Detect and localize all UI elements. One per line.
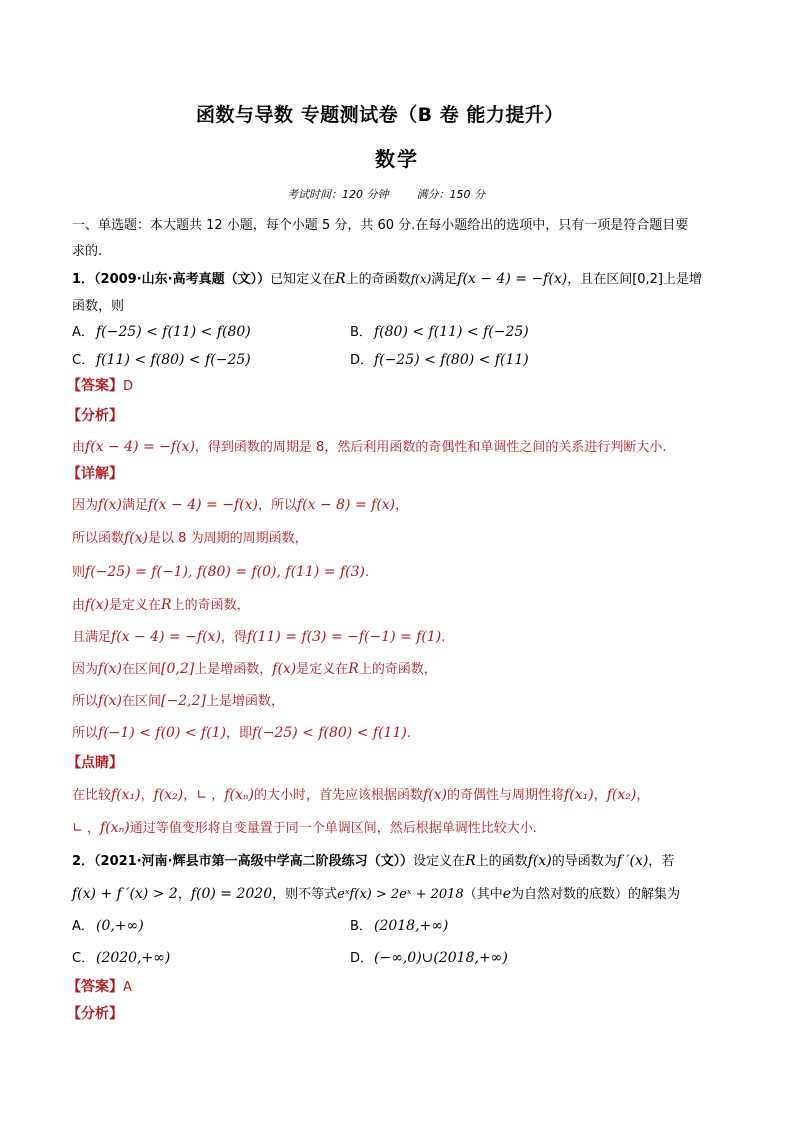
- math: f(x): [98, 661, 123, 677]
- option-text: f(−25) < f(80) < f(11): [374, 352, 529, 368]
- q1-text: 满足: [431, 272, 458, 287]
- text: 满足: [122, 498, 149, 513]
- option-label: B．: [350, 325, 372, 340]
- q1-option-c[interactable]: [72, 349, 251, 368]
- math: f(xₙ): [100, 820, 130, 836]
- answer-value: D: [123, 379, 134, 394]
- text: 所以: [72, 726, 99, 741]
- math: R: [161, 597, 172, 613]
- text: ，: [177, 887, 191, 902]
- text: .: [364, 565, 370, 580]
- text: 在区间: [122, 662, 162, 677]
- text: ，: [636, 788, 650, 803]
- text: 上是增函数，: [205, 694, 284, 709]
- q1-option-a[interactable]: [72, 321, 251, 340]
- q2-stem-line2: [72, 883, 680, 902]
- option-text: (2020,+∞): [96, 950, 171, 966]
- math: R: [465, 853, 476, 869]
- text: 且满足: [72, 630, 112, 645]
- q1-option-b[interactable]: [350, 321, 529, 340]
- q1-math: f(x − 4) = −f(x): [457, 271, 568, 287]
- page-title: 函数与导数 专题测试卷（B 卷 能力提升）: [196, 104, 564, 126]
- text: ，得到函数的周期是 8，然后利用函数的奇偶性和单调性之间的关系进行判断大小.: [194, 440, 667, 455]
- q2-stem-line1: [72, 850, 674, 869]
- answer-tag: 【答案】: [67, 378, 123, 394]
- q1-detail-line4: [72, 594, 250, 613]
- text: 上的奇函数，: [358, 662, 437, 677]
- q1-detail-line1: [72, 494, 408, 513]
- math: R: [348, 661, 359, 677]
- text: 上是增函数，: [194, 662, 273, 677]
- option-text: f(11) < f(80) < f(−25): [96, 352, 251, 368]
- text: 为自然对数的底数）的解集为: [511, 887, 681, 902]
- q2-analysis-tag: 【分析】: [67, 1006, 123, 1022]
- math: f(x): [272, 661, 297, 677]
- q1-point-line1: [72, 784, 649, 803]
- q1-detail-line8: [72, 722, 411, 741]
- math: f(x − 8) = f(x): [296, 497, 396, 513]
- exam-score: 满分：150 分: [416, 188, 485, 201]
- text: 是以 8 为周期的周期函数，: [148, 531, 308, 546]
- q1-detail-line3: [72, 561, 369, 580]
- q2-option-a[interactable]: [72, 915, 144, 934]
- math: f(x − 4) = −f(x): [148, 497, 258, 513]
- text: ，所以: [257, 498, 297, 513]
- math: f(x₁): [564, 787, 594, 803]
- text: ，若: [648, 854, 675, 869]
- text: ，: [593, 788, 607, 803]
- q2-number: 2．: [72, 854, 95, 869]
- math: f(−25) = f(−1), f(80) = f(0), f(11) = f(3): [85, 564, 365, 580]
- math: f(−25) < f(80) < f(11): [252, 725, 407, 741]
- option-text: f(−25) < f(11) < f(80): [96, 324, 251, 340]
- option-label: C．: [72, 353, 95, 368]
- q1-detail-line2: [72, 527, 308, 546]
- text: 是定义在: [109, 598, 162, 613]
- math: f(x₂): [606, 787, 637, 803]
- text: 由: [72, 440, 86, 455]
- option-text: f(80) < f(11) < f(−25): [374, 324, 529, 340]
- math: f(11) = f(3) = −f(−1) = f(1): [246, 629, 442, 645]
- option-text: (−∞,0)∪(2018,+∞): [374, 950, 508, 966]
- q1-detail-line5: [72, 626, 445, 645]
- math: f(x − 4) = −f(x): [111, 629, 221, 645]
- math: f(−1) < f(0) < f(1): [98, 725, 227, 741]
- math: f(x): [98, 693, 123, 709]
- math: e: [502, 886, 512, 902]
- subject-title: 数学: [375, 147, 419, 171]
- math: f(x): [98, 497, 123, 513]
- math: f(xₙ): [224, 787, 254, 803]
- text: ，即: [226, 726, 253, 741]
- q2-answer: [67, 976, 132, 996]
- q1-answer: [67, 375, 133, 395]
- q1-text: ，且在区间[0,2]上是增: [567, 272, 703, 287]
- text: .: [441, 630, 446, 645]
- text: 在区间: [122, 694, 162, 709]
- q2-source: （2021·河南·辉县市第一高级中学高二阶段练习（文））: [94, 854, 414, 869]
- text: 因为: [72, 662, 99, 677]
- exam-meta: [287, 186, 485, 202]
- text: 因为: [72, 498, 99, 513]
- option-label: B．: [350, 919, 372, 934]
- text: 通过等值变形将自变量置于同一个单调区间，然后根据单调性比较大小.: [129, 821, 537, 836]
- q1-source: （2009·山东·高考真题（文））: [94, 272, 271, 287]
- q1-number: 1．: [72, 272, 95, 287]
- text: 所以函数: [72, 531, 125, 546]
- math: f(x): [423, 787, 448, 803]
- text: 由: [72, 598, 86, 613]
- text: 上的奇函数，: [171, 598, 250, 613]
- answer-value: A: [123, 980, 132, 995]
- option-label: C．: [72, 951, 95, 966]
- math: f(0) = 2020: [190, 886, 273, 902]
- text: ，则不等式: [272, 887, 338, 902]
- option-label: D．: [350, 353, 374, 368]
- text: ，得: [220, 630, 247, 645]
- math: [−2,2]: [161, 693, 206, 709]
- text: 设定义在: [413, 854, 466, 869]
- q1-math: R: [335, 271, 346, 287]
- q1-analysis-text: [72, 436, 666, 455]
- q1-text: 已知定义在: [270, 272, 336, 287]
- exam-time: 考试时间：120 分钟: [287, 188, 389, 201]
- q1-text: 上的奇函数: [345, 272, 411, 287]
- text: ，: [395, 498, 409, 513]
- q1-stem-line1: [72, 268, 702, 287]
- q1-analysis-tag: 【分析】: [67, 408, 123, 424]
- math: f(x − 4) = −f(x): [85, 439, 195, 455]
- text: ，∟ ，: [183, 788, 225, 803]
- option-label: A．: [72, 325, 94, 340]
- answer-tag: 【答案】: [67, 979, 123, 995]
- math: f(x): [527, 853, 552, 869]
- text: 是定义在: [296, 662, 349, 677]
- option-label: A．: [72, 919, 94, 934]
- q1-point-line2: [72, 817, 537, 836]
- option-text: (0,+∞): [96, 918, 144, 934]
- math: f(x) + f ′(x) > 2: [72, 886, 178, 902]
- text: 所以: [72, 694, 99, 709]
- section-intro-line2: 求的.: [72, 244, 103, 259]
- option-label: D．: [350, 951, 374, 966]
- q1-detail-line6: [72, 658, 437, 677]
- section-intro-line1: 一、单选题：本大题共 12 小题，每个小题 5 分，共 60 分.在每小题给出的选项中，只有一项是符合题目要: [72, 218, 689, 233]
- text: 在比较: [72, 788, 112, 803]
- q1-option-d[interactable]: [350, 349, 529, 368]
- q1-detail-tag: 【详解】: [67, 466, 123, 482]
- q2-option-c[interactable]: [72, 947, 170, 966]
- text: .: [406, 726, 411, 741]
- text: 则: [72, 565, 86, 580]
- text: ∟ ，: [72, 821, 101, 836]
- math: eˣf(x) > 2eˣ + 2018: [337, 887, 464, 902]
- q2-option-b[interactable]: [350, 915, 448, 934]
- q2-option-d[interactable]: [350, 947, 508, 966]
- text: 的奇偶性与周期性将: [447, 788, 565, 803]
- math: f(x₂): [153, 787, 184, 803]
- q1-detail-line7: [72, 690, 284, 709]
- q1-math: f(x): [410, 272, 432, 286]
- q1-stem-line2: 函数，则: [72, 299, 125, 314]
- text: 上的函数: [475, 854, 528, 869]
- math: f(x): [124, 530, 149, 546]
- text: 的导函数为: [551, 854, 617, 869]
- option-text: (2018,+∞): [374, 918, 449, 934]
- math: f ′(x): [616, 853, 649, 869]
- math: [0,2]: [161, 661, 195, 677]
- text: （其中: [463, 887, 503, 902]
- text: ，: [140, 788, 154, 803]
- q1-point-tag: 【点睛】: [67, 755, 123, 771]
- text: 的大小时，首先应该根据函数: [254, 788, 424, 803]
- math: f(x₁): [111, 787, 141, 803]
- math: f(x): [85, 597, 110, 613]
